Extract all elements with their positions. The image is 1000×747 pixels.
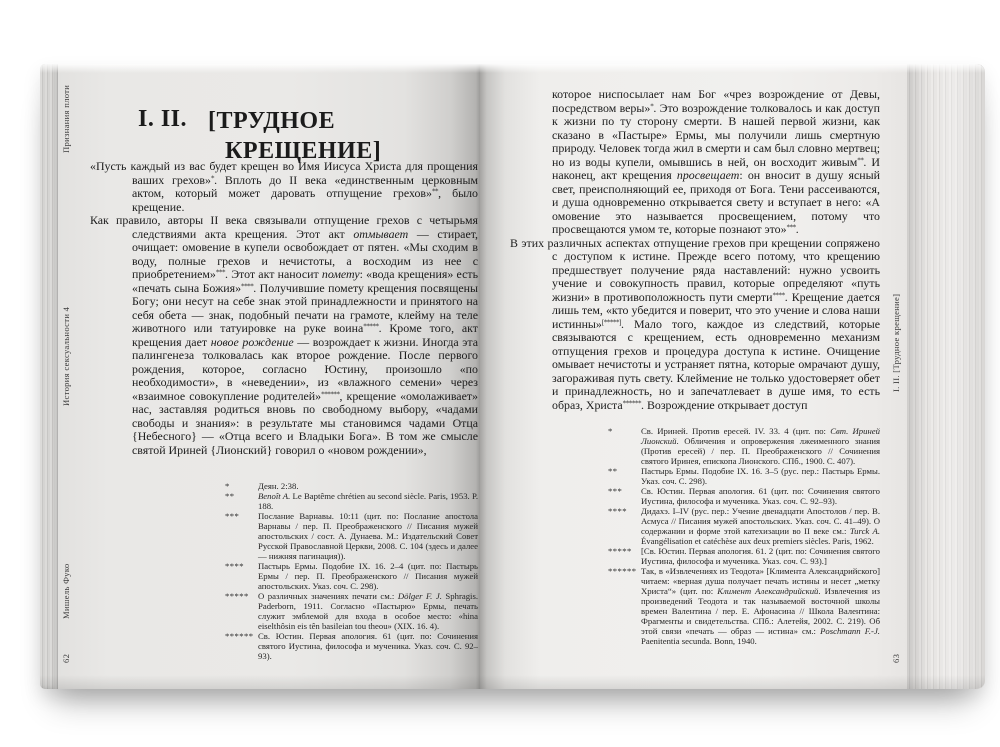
running-head-label: I. II. [Трудное крещение]	[891, 293, 901, 392]
footnote-marker: ***	[225, 511, 240, 521]
paragraph: В этих различных аспектах отпущение грехов при крещении сопряжено с доступом к истине. Прежде всего потому, что крещению предшествует получение ряда наставлений: нужно усвоить учение и совокупность правил, которые определяют «путь жизни» в противоположность пути смерти****. Крещение дается лишь тем, «кто убедится и поверит, что это учение и слова наши истинны»[*****]. Мало того, каждое из следствий, которые связываются с крещением, есть одновременно механизм отпущения грехов и процедура доступа к истине. Очищение омывает нечистоты и устраняет пятна, которые омрачают душу, загораживая путь свету. Клеймение не только удостоверяет обет и принадлежность, но и запечатлевает в душе имя, то есть образ, Христа******. Возрождение открывает доступ	[510, 235, 880, 412]
right-page	[480, 64, 907, 689]
footnote-marker: ****	[608, 506, 627, 516]
footnote-row	[608, 486, 880, 506]
footnote-row	[608, 546, 880, 566]
footnote-marker: ******	[225, 631, 254, 641]
left-footnotes	[225, 481, 478, 661]
footnote-marker: ****	[225, 561, 244, 571]
page-number-right: 63	[891, 653, 901, 663]
chapter-title-line1: [ТРУДНОЕ	[208, 108, 336, 134]
footnote-row	[608, 506, 880, 546]
series-label: Признания плоти	[61, 84, 71, 153]
footnote-row	[608, 566, 880, 646]
footnote-row	[225, 511, 478, 561]
footnote-text: Benoît A. Le Baptême chrétien au second siècle. Paris, 1953. P. 188.	[258, 491, 479, 511]
footnote-marker: *****	[608, 546, 632, 556]
footnote-marker: *	[608, 426, 613, 436]
footnote-row	[225, 481, 478, 491]
footnote-marker: **	[608, 466, 618, 476]
footnote-text: Пастырь Ермы. Подобие IX. 16. 3–5 (рус. пер.: Пастырь Ермы. Указ. соч. С. 298).	[641, 466, 880, 486]
open-book	[40, 64, 985, 689]
left-page-content	[90, 86, 478, 661]
author-label: Мишель Фуко	[61, 563, 71, 619]
footnote-text: О различных значениях печати см.: Dölger F. J. Sphragis. Paderborn, 1911. Согласно «Пастырю» Ермы, печать служит эмблемой для входа в особое место: «hina eiselthôsin eis tên basileian tou theou» (XIX. 16. 4).	[258, 591, 479, 631]
page-stack-left-edge	[40, 64, 58, 689]
footnote-text: Св. Ириней. Против ересей. IV. 33. 4 (цит. по: Свт. Ириней Лионский. Обличения и опровержения лжеименного знания (Против ересей) / пер. П. Преображенского // Сочинения святого Иринея, епископа Лионского. СПб., 1900. С. 407).	[641, 426, 880, 466]
footnote-text: Дидахэ. I–IV (рус. пер.: Учение двенадцати Апостолов / пер. В. Асмуса // Писания мужей апостольских. Указ. соч. С. 41–49). О содержании и форме этой катехизации во II веке см.: Turck A. Évangélisation et catéchèse aux deux premiers siècles. Paris, 1962.	[641, 506, 880, 546]
footnote-row	[225, 591, 478, 631]
chapter-title	[208, 106, 381, 166]
page-stack-right-edge	[907, 64, 985, 689]
right-page-content	[510, 88, 880, 646]
paragraph: Как правило, авторы II века связывали отпущение грехов с четырьмя следствиями акта крещения. Этот акт отмывает — стирает, очищает: омовение в купели освобождает от пятен. «Мы сходим в воду, полные грехов и нечистоты, а восходим из нее с приобретением»***. Этот акт наносит помету: «вода крещения» есть «печать сына Божия»****. Получившие помету крещения посвящены Богу; они несут на себе знак этой принадлежности и принятого на себя обета — знак, подобный печати на грамоте, клейму на теле животного или татуировке на руке воина*****. Кроме того, акт крещения дает новое рождение — возрождает к жизни. Иногда эта палингенеза толковалась как второе рождение. После первого рождения, которое, согласно Юстину, произошло «по необходимости», в «неведении», из «влажного семени» через «взаимное совокупление родителей»******, крещение «омолаживает» нас, заставляя родиться вновь по свободному выбору, «чадами свободы и знания»: в результате мы становимся чадами Отца {Небесного} — «Отца всего и Владыки Бога». В том же смысле святой Ириней {Лионский} говорил о «новом рождении»,	[90, 213, 479, 457]
left-page	[58, 64, 480, 689]
page-number-left: 62	[61, 653, 71, 663]
paragraph: «Пусть каждый из вас будет крещен во Имя Иисуса Христа для прощения ваших грехов»*. Вплоть до II века «единственным церковным актом, который может даровать отпущение грехов»**, было крещение.	[90, 159, 478, 214]
footnote-row	[225, 491, 478, 511]
footnote-text: Деян. 2:38.	[258, 481, 299, 491]
book-title-label: История сексуальности 4	[61, 306, 71, 406]
footnote-marker: *****	[225, 591, 249, 601]
right-footnotes	[608, 426, 880, 646]
footnote-marker: *	[225, 481, 230, 491]
footnote-text: [Св. Юстин. Первая апология. 61. 2 (цит. по: Сочинения святого Иустина, философа и мученика. Указ. соч. С. 93).]	[641, 546, 880, 566]
footnote-text: Св. Юстин. Первая апология. 61 (цит. по: Сочинения святого Иустина, философа и мученика. Указ. соч. С. 92–93).	[258, 631, 478, 661]
footnote-row	[225, 631, 478, 661]
footnote-text: Пастырь Ермы. Подобие IX. 16. 2–4 (цит. по: Пастырь Ермы / пер. П. Преображенского // Писания мужей апостольских. Указ. соч. С. 298).	[258, 561, 478, 591]
footnote-row	[608, 466, 880, 486]
footnote-text: Послание Варнавы. 10:11 (цит. по: Послание апостола Варнавы / пер. П. Преображенского // Писания мужей апостольских / сост. А. Дунаева. М.: Издательский Совет Русской Православной Церкви, 2008. С. 104 (здесь и далее — нижняя пагинация)).	[258, 511, 478, 561]
footnote-marker: **	[225, 491, 235, 501]
footnote-marker: ******	[608, 566, 637, 576]
paragraph: которое ниспосылает нам Бог «чрез возрождение от Девы, посредством веры»*. Это возрождение толковалось и как доступ к жизни по ту сторону смерти. В нашей первой жизни, как сказано в «Пастыре» Ермы, мы получили лишь смертную природу. Человек тогда жил в смерти и сам был словно мертвец; но из воды купели, омывшись в ней, он восходит живым**. И наконец, акт крещения просвещает: он вносит в душу ясный свет, преисполняющий ее, приходя от Бога. Тени рассеиваются, и душа одновременно открывается свету и вступает в него: «А омовение это называется просвещением, потому что просвещаются умом те, которые познают это»***.	[552, 87, 880, 236]
footnote-row	[608, 426, 880, 466]
chapter-title-line2: КРЕЩЕНИЕ]	[225, 138, 382, 164]
footnote-row	[225, 561, 478, 591]
footnote-marker: ***	[608, 486, 623, 496]
chapter-number: I. II.	[138, 106, 188, 132]
footnote-text: Так, в «Извлечениях из Теодота» [Климента Александрийского] читаем: «верная душа получает печать истины и несет „метку Христа“» (цит. по: Климент Александрийский. Извлечения из произведений Теодота и так называемой восточной школы времен Валентина / пер. Е. Афонасина // Школа Валентина: Фрагменты и свидетельства. СПб.: Алетейя, 2002. С. 219). Об этой связи «печать — образ — истина» см.: Poschmann F.-J. Paenitentia secunda. Bonn, 1940.	[641, 566, 880, 646]
footnote-text: Св. Юстин. Первая апология. 61 (цит. по: Сочинения святого Иустина, философа и мученика. Указ. соч. С. 92–93).	[641, 486, 880, 506]
right-body-text	[510, 88, 880, 412]
